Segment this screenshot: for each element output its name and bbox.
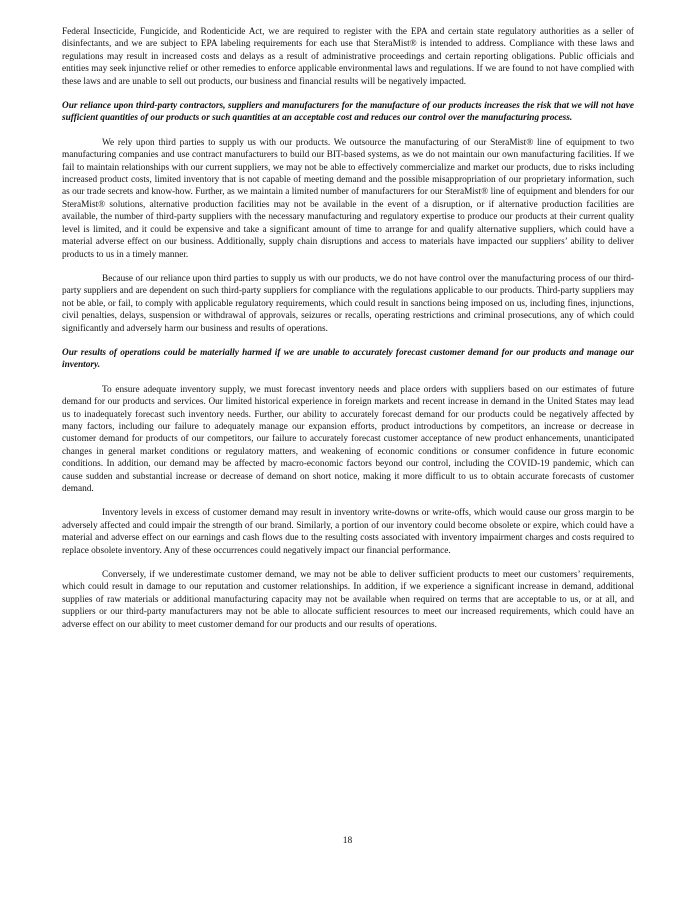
paragraph-reliance-on-suppliers: We rely upon third parties to supply us with our products. We outsource the manufacturing of our SteraMist® line of equipment to two manufacturing companies and use contract manufacturers to build our BIT-based systems, as we do not maintain our own manufacturing facilities. If we fail to maintain relationships with our current suppliers, we may not be able to effectively commercialize and market our products, due to risks including increased product costs, limited inventory that is not capable of meeting demand and the possible misappropriation of our proprietary information, such as our trade secrets and know-how. Further, as we maintain a limited number of manufacturers for our SteraMist® line of equipment and blenders for our SteraMist® solutions, alternative production facilities may not be available in the event of a disruption, or if alternative production facilities are available, the number of third-party suppliers with the necessary manufacturing and regulatory expertise to produce our products at their current quality level is limited, and it could be expensive and take a significant amount of time to arrange for and qualify alternative suppliers, which could have a material adverse effect on our business. Additionally, supply chain disruptions and access to materials have impacted our suppliers’ ability to deliver products to us in a timely manner. [62, 137, 634, 260]
paragraph-epa-compliance: Federal Insecticide, Fungicide, and Rodenticide Act, we are required to register with the EPA and certain state regulatory authorities as a seller of disinfectants, and we are subject to EPA labeling requirements for each use that SteraMist® is intended to address. Compliance with these laws and regulations may result in increased costs and delays as a result of administrative proceedings and certain reporting obligations. Public officials and entities may seek injunctive relief or other remedies to enforce applicable environmental laws and regulations. If we are found to not have complied with these laws and are unable to sell out products, our business and financial results will be negatively impacted. [62, 27, 634, 87]
risk-heading-third-party-manufacturing: Our reliance upon third-party contractors, suppliers and manufacturers for the manufacture of our products increases the risk that we will not have sufficient quantities of our products or such quantities at an acceptable cost and reduces our control over the manufacturing process. [62, 101, 634, 124]
paragraph-manufacturing-control: Because of our reliance upon third parties to supply us with our products, we do not have control over the manufacturing process of our third-party suppliers and are dependent on such third-party suppliers for compliance with the regulations applicable to our products. Third-party suppliers may not be able, or fail, to comply with applicable regulatory requirements, which could result in sanctions being imposed on us, including fines, injunctions, civil penalties, delays, suspension or withdrawal of approvals, seizures or recalls, operating restrictions and criminal prosecutions, any of which could significantly and adversely harm our business and results of operations. [62, 273, 634, 334]
document-page [62, 26, 634, 631]
paragraph-underestimate-demand: Conversely, if we underestimate customer demand, we may not be able to deliver sufficient products to meet our customers’ requirements, which could result in damage to our reputation and customer relationships. In addition, if we experience a significant increase in demand, additional supplies of raw materials or additional manufacturing capacity may not be available when required on terms that are acceptable to us, or at all, and suppliers or our third-party manufacturers may not be able to allocate sufficient resources to meet our increased requirements, which could have an adverse effect on our ability to meet customer demand for our products and our results of operations. [62, 570, 634, 630]
paragraph-inventory-forecast: To ensure adequate inventory supply, we must forecast inventory needs and place orders with suppliers based on our estimates of future demand for our products and services. Our limited historical experience in foreign markets and recent increase in demand in the United States may lead us to inadequately forecast such inventory needs. Further, our ability to accurately forecast demand for our products could be negatively affected by many factors, including our failure to adequately manage our expansion efforts, product introductions by competitors, an increase or decrease in customer demand for products of our competitors, our failure to accurately forecast customer acceptance of new product enhancements, unanticipated changes in general market conditions or regulatory matters, and weakening of economic conditions or consumer confidence in future economic conditions. In addition, our demand may be affected by macro-economic factors beyond our control, including the COVID-19 pandemic, which can cause sudden and substantial increase or decrease of demand on short notice, making it more difficult to us to obtain accurate forecasts of customer demand. [62, 384, 634, 494]
risk-heading-forecast-demand: Our results of operations could be materially harmed if we are unable to accurately forecast customer demand for our products and manage our inventory. [62, 347, 634, 371]
paragraph-inventory-excess: Inventory levels in excess of customer demand may result in inventory write-downs or write-offs, which would cause our gross margin to be adversely affected and could impair the strength of our brand. Similarly, a portion of our inventory could become obsolete or expire, which could have a material and adverse effect on our earnings and cash flows due to the resulting costs associated with inventory impairment charges and costs required to replace obsolete inventory. Any of these occurrences could negatively impact our financial performance. [62, 508, 634, 556]
page-number: 18 [342, 836, 353, 846]
